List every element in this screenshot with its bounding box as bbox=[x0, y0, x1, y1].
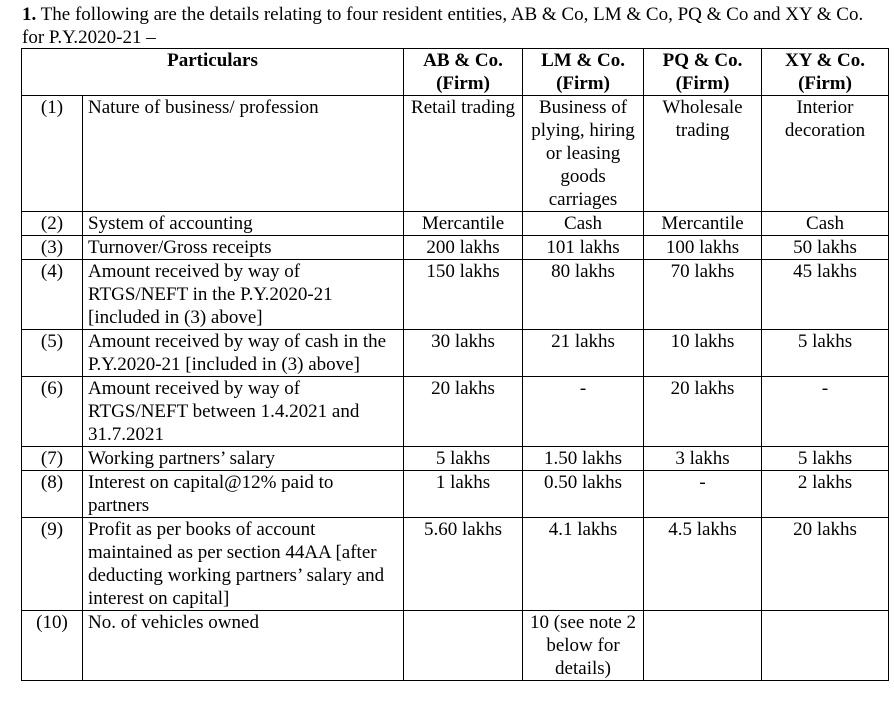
value-lm: 0.50 lakhs bbox=[523, 471, 644, 518]
value-pq: 4.5 lakhs bbox=[644, 518, 762, 611]
row-number: (10) bbox=[22, 611, 83, 681]
row-particular: Profit as per books of account maintained as per section 44AA [after deducting working partners’ salary and interest on capital] bbox=[83, 518, 404, 611]
value-lm: 101 lakhs bbox=[523, 236, 644, 260]
value-lm: - bbox=[523, 377, 644, 447]
value-ab: 30 lakhs bbox=[404, 330, 523, 377]
row-particular: Nature of business/ profession bbox=[83, 96, 404, 212]
row-particular: No. of vehicles owned bbox=[83, 611, 404, 681]
value-xy: Interior decoration bbox=[762, 96, 889, 212]
row-particular: Interest on capital@12% paid to partners bbox=[83, 471, 404, 518]
question-text: The following are the details relating to four resident entities, AB & Co, LM & Co, PQ & Co and XY & Co. for P.Y.2020-21 – bbox=[22, 4, 864, 48]
value-xy: 20 lakhs bbox=[762, 518, 889, 611]
value-lm: 10 (see note 2 below for details) bbox=[523, 611, 644, 681]
entity-type: (Firm) bbox=[436, 73, 490, 94]
header-entity-ab bbox=[404, 49, 523, 96]
value-xy bbox=[762, 611, 889, 681]
value-pq: Mercantile bbox=[644, 212, 762, 236]
row-number: (8) bbox=[22, 471, 83, 518]
table-row bbox=[22, 96, 889, 212]
value-ab: 5 lakhs bbox=[404, 447, 523, 471]
value-xy: Cash bbox=[762, 212, 889, 236]
value-lm: Business of plying, hiring or leasing goods carriages bbox=[523, 96, 644, 212]
row-number: (5) bbox=[22, 330, 83, 377]
row-number: (9) bbox=[22, 518, 83, 611]
value-pq: Wholesale trading bbox=[644, 96, 762, 212]
value-lm: 21 lakhs bbox=[523, 330, 644, 377]
table-row bbox=[22, 260, 889, 330]
question-text-block bbox=[22, 3, 888, 49]
row-particular: Amount received by way of RTGS/NEFT between 1.4.2021 and 31.7.2021 bbox=[83, 377, 404, 447]
value-ab: 150 lakhs bbox=[404, 260, 523, 330]
value-lm: Cash bbox=[523, 212, 644, 236]
table-row bbox=[22, 236, 889, 260]
header-entity-lm bbox=[523, 49, 644, 96]
table-row bbox=[22, 471, 889, 518]
header-entity-pq bbox=[644, 49, 762, 96]
entity-type: (Firm) bbox=[798, 73, 852, 94]
table-header-row bbox=[22, 49, 889, 96]
table-row bbox=[22, 611, 889, 681]
row-particular: Working partners’ salary bbox=[83, 447, 404, 471]
value-pq: - bbox=[644, 471, 762, 518]
value-pq: 10 lakhs bbox=[644, 330, 762, 377]
entity-type: (Firm) bbox=[675, 73, 730, 94]
value-ab: 20 lakhs bbox=[404, 377, 523, 447]
entity-type: (Firm) bbox=[556, 73, 610, 94]
row-particular: System of accounting bbox=[83, 212, 404, 236]
value-xy: 45 lakhs bbox=[762, 260, 889, 330]
value-lm: 80 lakhs bbox=[523, 260, 644, 330]
entity-name: PQ & Co. bbox=[662, 50, 743, 71]
value-ab: Mercantile bbox=[404, 212, 523, 236]
row-number: (2) bbox=[22, 212, 83, 236]
row-particular: Amount received by way of cash in the P.Y.2020-21 [included in (3) above] bbox=[83, 330, 404, 377]
row-number: (3) bbox=[22, 236, 83, 260]
value-pq bbox=[644, 611, 762, 681]
entity-name: XY & Co. bbox=[784, 50, 866, 71]
table-row bbox=[22, 330, 889, 377]
entity-name: LM & Co. bbox=[541, 50, 625, 71]
value-xy: 2 lakhs bbox=[762, 471, 889, 518]
value-xy: 50 lakhs bbox=[762, 236, 889, 260]
value-pq: 3 lakhs bbox=[644, 447, 762, 471]
value-ab: 1 lakhs bbox=[404, 471, 523, 518]
value-ab: Retail trading bbox=[404, 96, 523, 212]
question-number: 1. bbox=[22, 4, 37, 25]
value-ab: 200 lakhs bbox=[404, 236, 523, 260]
value-ab bbox=[404, 611, 523, 681]
value-pq: 70 lakhs bbox=[644, 260, 762, 330]
value-ab: 5.60 lakhs bbox=[404, 518, 523, 611]
table-row bbox=[22, 447, 889, 471]
table-row bbox=[22, 212, 889, 236]
table-row bbox=[22, 377, 889, 447]
row-number: (1) bbox=[22, 96, 83, 212]
header-entity-xy bbox=[762, 49, 889, 96]
value-lm: 1.50 lakhs bbox=[523, 447, 644, 471]
table-row bbox=[22, 518, 889, 611]
row-particular: Amount received by way of RTGS/NEFT in the P.Y.2020-21 [included in (3) above] bbox=[83, 260, 404, 330]
value-xy: - bbox=[762, 377, 889, 447]
value-xy: 5 lakhs bbox=[762, 447, 889, 471]
row-number: (6) bbox=[22, 377, 83, 447]
value-pq: 100 lakhs bbox=[644, 236, 762, 260]
entity-details-table bbox=[21, 48, 889, 681]
value-xy: 5 lakhs bbox=[762, 330, 889, 377]
value-pq: 20 lakhs bbox=[644, 377, 762, 447]
entity-name: AB & Co. bbox=[423, 50, 503, 71]
row-particular: Turnover/Gross receipts bbox=[83, 236, 404, 260]
row-number: (4) bbox=[22, 260, 83, 330]
value-lm: 4.1 lakhs bbox=[523, 518, 644, 611]
row-number: (7) bbox=[22, 447, 83, 471]
header-particulars: Particulars bbox=[22, 49, 404, 96]
